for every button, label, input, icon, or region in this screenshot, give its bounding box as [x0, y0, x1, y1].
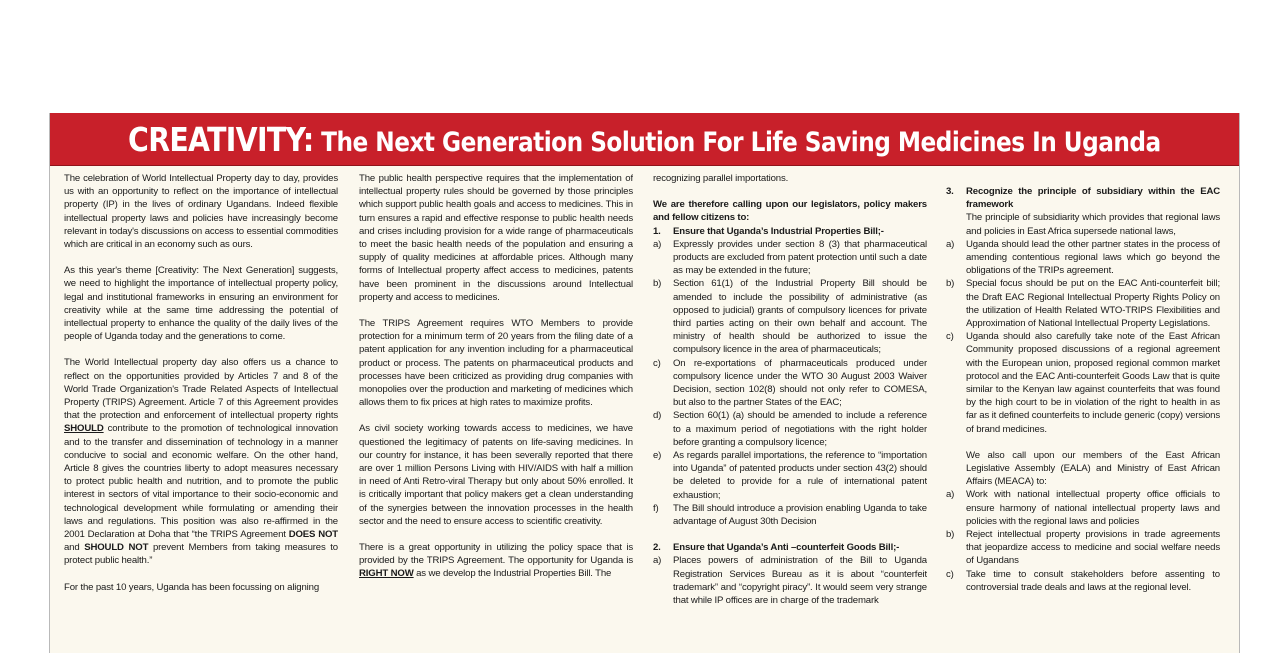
- list-item: [653, 238, 927, 278]
- paragraph: For the past 10 years, Uganda has been focussing on aligning: [64, 581, 320, 593]
- list-marker: a): [946, 238, 955, 250]
- headline-keyword: CREATIVITY:: [128, 119, 314, 159]
- list-text: Section 61(1) of the Industrial Property Bill should be amended to include the possibility of administrative (as opposed to judicial) grants of compulsory licences for private third parties acting on their own behalf and account. The ministry of health should be authorized to issue the compulsory licence in the area of pharmaceuticals;: [673, 278, 927, 356]
- list-text: As regards parallel importations, the reference to “importation into Uganda” of patented products under section 43(2) should be deleted to provide for a rule of international patent exhaustion;: [673, 450, 927, 501]
- list-item: [946, 528, 1220, 568]
- list-marker: c): [946, 568, 954, 580]
- column-4: [946, 172, 1220, 653]
- section-number: 2.: [653, 542, 661, 554]
- list-bill-provisions: [653, 238, 927, 528]
- list-marker: a): [653, 238, 662, 250]
- paragraph: We also call upon our members of the East African Legislative Assembly (EALA) and Ministry of East African Affairs (MEACA) to:: [966, 449, 1220, 488]
- list-item: [653, 502, 927, 528]
- text-run: and: [64, 542, 80, 554]
- paragraph: As civil society working towards access to medicines, we have questioned the legitimacy of patents on life-saving medicines. In our country for instance, it has been severally reported that there are over 1 million Persons Living with HIV/AIDS with half a million in need of Anti Retro-viral Therapy but only about 50% enrolled. It is critically important that policy makers get a clean understanding of the synergies between the innovation processes in the health sector and the need to ensure access to scientific creativity.: [359, 423, 633, 527]
- headline-rest: The Next Generation Solution For Life Saving Medicines In Uganda: [321, 126, 1161, 158]
- section-heading-1: [653, 225, 927, 238]
- column-2: [359, 172, 633, 653]
- section-heading-3: [946, 185, 1220, 211]
- text-run: prevent Members from taking measures to protect public health.”: [64, 542, 338, 567]
- list-item: [653, 357, 927, 410]
- list-item: [946, 488, 1220, 528]
- list-text: Reject intellectual property provisions in trade agreements that jeopardize access to medicine and social welfare needs of Ugandans: [966, 529, 1220, 567]
- list-text: Expressly provides under section 8 (3) that pharmaceutical products are excluded from patent protection until such a date as may be extended in the future;: [673, 238, 927, 277]
- list-marker: f): [653, 502, 659, 514]
- section-title: Ensure that Uganda’s Anti –counterfeit Goods Bill;-: [673, 542, 900, 554]
- paragraph: The principle of subsidiarity which provides that regional laws and policies in East Africa supersede national laws,: [966, 212, 1220, 237]
- emphasis-does-not: DOES NOT: [288, 529, 338, 541]
- paragraph: The public health perspective requires that the implementation of intellectual property rules should be governed by those principles which support public health goals and access to medicines. This in turn ensures a rapid and effective response to public health needs and crises including provision for a wide range of pharmaceuticals to meet the basic health needs of the population and ensuring a supply of quality medicines at affordable prices. Although many forms of Intellectual property affect access to medicines, patents have been prominent in the discussions around Intellectual property and access to medicines.: [359, 173, 633, 303]
- list-marker: e): [653, 450, 662, 462]
- list-marker: b): [653, 278, 662, 290]
- list-text: Section 60(1) (a) should be amended to include a reference to a maximum period of negotiations with the right holder before granting a compulsory licence;: [673, 410, 927, 448]
- list-item: [653, 409, 927, 449]
- list-marker: b): [946, 529, 955, 541]
- list-item: [946, 277, 1220, 330]
- headline: [128, 120, 1161, 159]
- list-eala-actions: [946, 488, 1220, 594]
- list-item: [653, 277, 927, 356]
- list-marker: d): [653, 410, 662, 422]
- column-1: [64, 172, 338, 653]
- call-intro: We are therefore calling upon our legislators, policy makers and fellow citizens to:: [653, 199, 927, 224]
- list-marker: c): [946, 331, 954, 343]
- list-text: The Bill should introduce a provision enabling Uganda to take advantage of August 30th Decision: [673, 502, 927, 528]
- list-item: [946, 568, 1220, 594]
- paragraph: The TRIPS Agreement requires WTO Members to provide protection for a minimum term of 20 years from the filing date of a patent application for any invention including for a pharmaceutical product or process. The patents on pharmaceutical products and processes have been criticized as providing drug companies with monopolies over the production and marketing of medicines which allows them to fix prices at high rates to maximize profits.: [359, 318, 633, 409]
- text-run: There is a great opportunity in utilizing the policy space that is provided by the TRIPS Agreement. The opportunity for Uganda is: [359, 542, 633, 567]
- article-columns: [50, 172, 1239, 653]
- headline-banner: [50, 113, 1239, 166]
- list-marker: a): [946, 489, 955, 501]
- list-text: Places powers of administration of the Bill to Uganda Registration Services Bureau as it is about “counterfeit trademark” and “copyright piracy”. It would seem very strange that while IP offices are in charge of the trademark: [673, 555, 927, 607]
- list-text: Uganda should also carefully take note of the East African Community proposed discussions of a regional agreement with the European union, proposed regional common market protocol and the EAC Anti-counterfeit Goods Law that is quite similar to the Kenyan law against counterfeits that was found by the high court to be in violation of the right to health in as far as it defined counterfeits to include generic (copy) versions of brand medicines.: [966, 331, 1220, 435]
- section-number: 1.: [653, 225, 661, 237]
- paragraph: [359, 541, 633, 581]
- article-panel: [49, 113, 1240, 653]
- paragraph: The celebration of World Intellectual Property day to day, provides us with an opportunity to reflect on the importance of intellectual property (IP) in the lives of ordinary Ugandans. Indeed flexible intellectual property laws and policies have increasingly become relevant in today's discussions on access to essential commodities which are critical in an economy such as ours.: [64, 173, 338, 251]
- list-text: On re-exportations of pharmaceuticals produced under compulsory licence under the WTO 30 August 2003 Waiver Decision, section 102(8) should not only refer to COMESA, but also to the partner States of the EAC;: [673, 357, 927, 409]
- list-text: Special focus should be put on the EAC Anti-counterfeit bill; the Draft EAC Regional Intellectual Property Rights Policy on the utilization of Health Related WTO-TRIPS Flexibilities and Approximation of National Intellectual Property Legislations.: [966, 278, 1220, 330]
- list-text: Take time to consult stakeholders before assenting to controversial trade deals and laws at the regional level.: [966, 568, 1220, 593]
- list-marker: c): [653, 357, 661, 369]
- list-item: [946, 330, 1220, 436]
- text-run: as we develop the Industrial Properties Bill. The: [416, 568, 612, 580]
- list-counterfeit-provisions: [653, 554, 927, 607]
- list-item: [653, 449, 927, 502]
- paragraph: [64, 356, 338, 567]
- paragraph: As this year's theme [Creativity: The Next Generation] suggests, we need to highlight the importance of intellectual property policy, legal and institutional frameworks in ensuring an environment for creativity while at the same time addressing the potential of intellectual property to enhance the quality of the daily lives of the people of Uganda today and the generations to come.: [64, 265, 338, 343]
- text-run: The World Intellectual property day also offers us a chance to reflect on the opportunities provided by Articles 7 and 8 of the World Trade Organization's Trade Related Aspects of Intellectual Property (TRIPS) Agreement. Article 7 of this Agreement provides that the protection and enforcement of intellectual property rights: [64, 357, 338, 422]
- list-item: [653, 554, 927, 607]
- list-marker: a): [653, 555, 662, 567]
- emphasis-right-now: RIGHT NOW: [359, 568, 414, 580]
- list-marker: b): [946, 278, 955, 290]
- paragraph: recognizing parallel importations.: [653, 173, 789, 184]
- text-run: contribute to the promotion of technological innovation and to the transfer and dissemination of technology in a manner conducive to social and economic welfare. On the other hand, Article 8 gives the countries liberty to adopt measures necessary to protect public health and nutrition, and to promote the public interest in sectors of vital importance to their socio-economic and technological development while formulating or amending their laws and regulations. This position was also re-affirmed in the 2001 Declaration at Doha that “the TRIPS Agreement: [64, 423, 338, 541]
- emphasis-should: SHOULD: [64, 423, 104, 435]
- list-item: [946, 238, 1220, 278]
- list-eac-provisions: [946, 238, 1220, 436]
- list-text: Work with national intellectual property office officials to ensure harmony of national intellectual property laws and policies with the regional laws and policies: [966, 489, 1220, 527]
- section-number: 3.: [946, 186, 954, 197]
- column-3: [653, 172, 927, 653]
- emphasis-should-not: SHOULD NOT: [84, 542, 149, 554]
- list-text: Uganda should lead the other partner states in the process of amending contentious regional laws which go beyond the obligations of the TRIPs agreement.: [966, 238, 1220, 277]
- section-title: Ensure that Uganda’s Industrial Properties Bill;-: [673, 225, 884, 237]
- section-heading-2: [653, 541, 927, 554]
- section-title: Recognize the principle of subsidiary within the EAC framework: [966, 186, 1220, 211]
